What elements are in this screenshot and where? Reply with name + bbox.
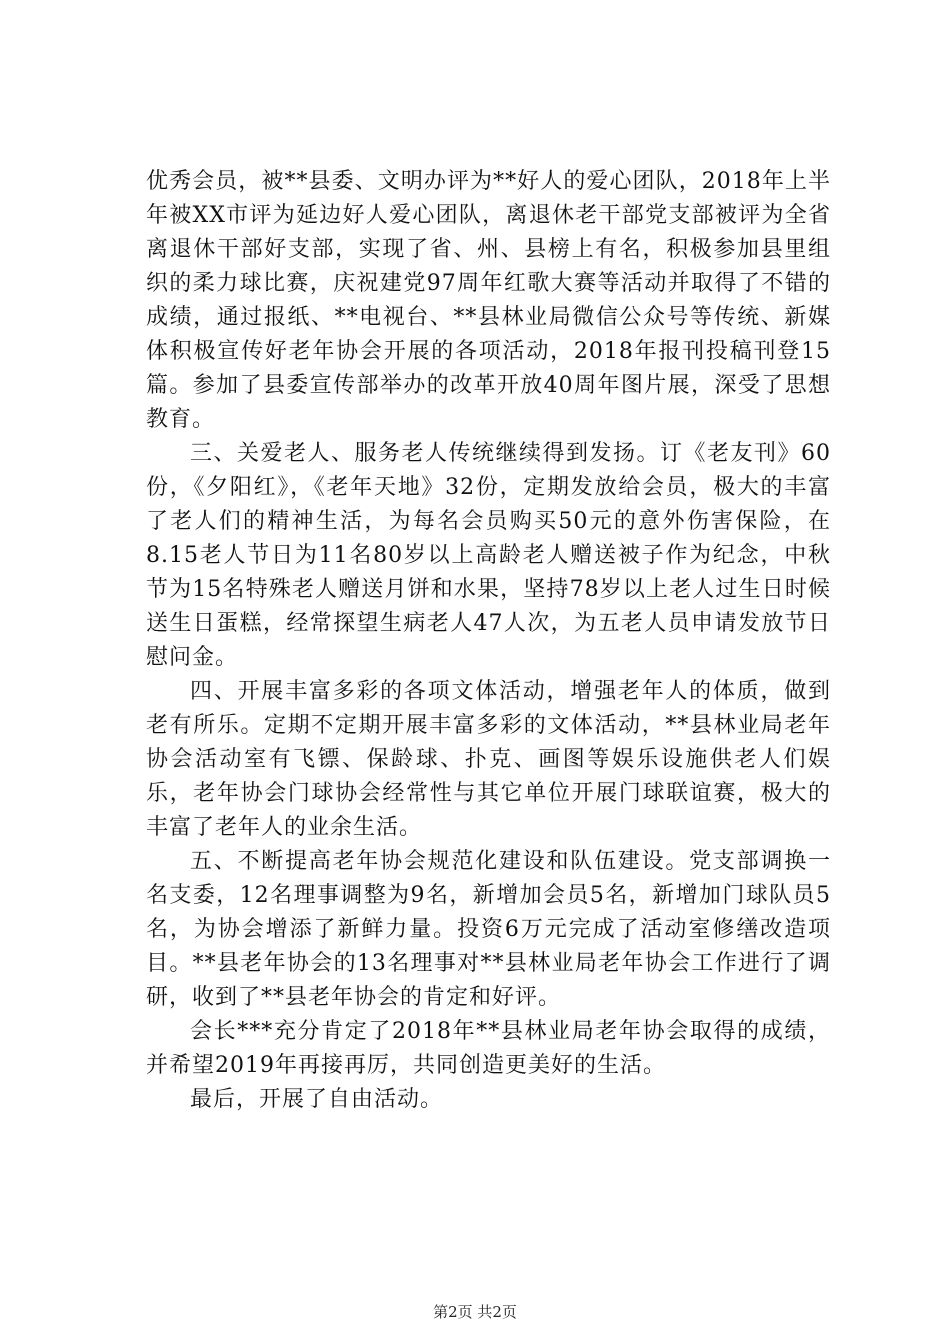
paragraph-section-three: 三、关爱老人、服务老人传统继续得到发扬。订《老友刊》60份，《夕阳红》，《老年天地》32份，定期发放给会员，极大的丰富了老人们的精神生活，为每名会员购买50元的意外伤害保险，在8.15老人节日为11名80岁以上高龄老人赠送被子作为纪念，中秋节为15名特殊老人赠送月饼和水果，坚持78岁以上老人过生日时候送生日蛋糕，经常探望生病老人47人次，为五老人员申请发放节日慰问金。 xyxy=(146,441,831,670)
paragraph-president-remarks: 会长***充分肯定了2018年**县林业局老年协会取得的成绩，并希望2019年再接再厉，共同创造更美好的生活。 xyxy=(146,1019,831,1078)
paragraph-continuation: 优秀会员，被**县委、文明办评为**好人的爱心团队，2018年上半年被XX市评为延边好人爱心团队，离退休老干部党支部被评为全省离退休干部好支部，实现了省、州、县榜上有名，积极参加县里组织的柔力球比赛，庆祝建党97周年红歌大赛等活动并取得了不错的成绩，通过报纸、**电视台、**县林业局微信公众号等传统、新媒体积极宣传好老年协会开展的各项活动，2018年报刊投稿刊登15篇。参加了县委宣传部举办的改革开放40周年图片展，深受了思想教育。 xyxy=(146,169,831,432)
page-number-footer: 第2页 共2页 xyxy=(433,1303,517,1321)
paragraph-section-four: 四、开展丰富多彩的各项文体活动，增强老年人的体质，做到老有所乐。定期不定期开展丰富多彩的文体活动，**县林业局老年协会活动室有飞镖、保龄球、扑克、画图等娱乐设施供老人们娱乐，老年协会门球协会经常性与其它单位开展门球联谊赛，极大的丰富了老年人的业余生活。 xyxy=(146,679,831,840)
paragraph-section-five: 五、不断提高老年协会规范化建设和队伍建设。党支部调换一名支委，12名理事调整为9名，新增加会员5名，新增加门球队员5名，为协会增添了新鲜力量。投资6万元完成了活动室修缮改造项目。**县老年协会的13名理事对**县林业局老年协会工作进行了调研，收到了**县老年协会的肯定和好评。 xyxy=(146,849,831,1010)
paragraph-closing: 最后，开展了自由活动。 xyxy=(190,1087,444,1112)
document-body xyxy=(146,165,831,1117)
